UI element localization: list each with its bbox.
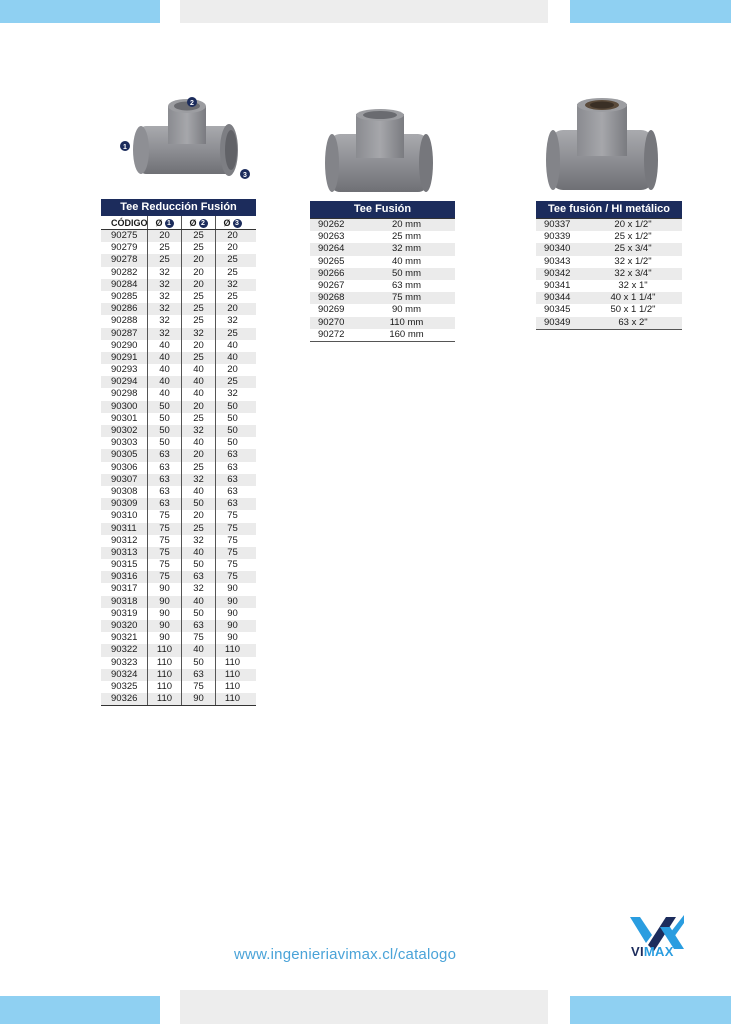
value-cell: 40: [215, 340, 249, 352]
code-cell: 90315: [111, 559, 138, 571]
value-cell: 32 mm: [391, 243, 422, 255]
value-cell: 90: [215, 620, 249, 632]
code-cell: 90301: [111, 412, 138, 424]
code-cell: 90290: [111, 339, 138, 351]
code-cell: 90341: [544, 279, 571, 291]
code-cell: 90282: [111, 266, 138, 278]
code-cell: 90275: [111, 230, 138, 241]
value-cell: 90: [215, 632, 249, 644]
value-cell: 25: [215, 328, 249, 340]
table-row: [101, 230, 256, 242]
value-cell: 40: [181, 596, 215, 608]
table-row: [101, 352, 256, 364]
table-row: [101, 401, 256, 413]
table-row: [101, 559, 256, 571]
table-title: Tee Fusión: [310, 201, 455, 218]
code-cell: 90339: [544, 231, 571, 243]
value-cell: 110: [147, 693, 181, 705]
table-row: [101, 279, 256, 291]
table-row: [101, 242, 256, 254]
value-cell: 75: [147, 535, 181, 547]
value-cell: 20: [181, 340, 215, 352]
header-diameter-2: Ø 2: [181, 216, 215, 229]
code-cell: 90278: [111, 254, 138, 266]
code-cell: 90269: [318, 304, 345, 316]
value-cell: 63: [147, 486, 181, 498]
code-cell: 90342: [544, 267, 571, 279]
value-cell: 75 mm: [391, 292, 422, 304]
value-cell: 63: [147, 449, 181, 461]
value-cell: 75: [147, 523, 181, 535]
table-row: [101, 693, 256, 705]
value-cell: 110: [215, 657, 249, 669]
code-cell: 90349: [544, 316, 571, 328]
code-cell: 90311: [111, 522, 137, 534]
bottom-right-accent-bar: [570, 996, 731, 1024]
value-cell: 20: [181, 449, 215, 461]
table-row: [310, 292, 455, 304]
value-cell: 50: [215, 401, 249, 413]
code-cell: 90268: [318, 292, 345, 304]
value-cell: 90: [215, 583, 249, 595]
table-row: [536, 317, 682, 329]
code-cell: 90265: [318, 255, 345, 267]
value-cell: 50: [181, 559, 215, 571]
value-cell: 25: [181, 242, 215, 254]
table-row: [536, 268, 682, 280]
top-right-accent-bar: [570, 0, 731, 23]
table-row: [101, 583, 256, 595]
value-cell: 63: [215, 449, 249, 461]
code-cell: 90324: [111, 668, 138, 680]
value-cell: 40: [181, 547, 215, 559]
code-cell: 90310: [111, 510, 138, 522]
code-cell: 90317: [111, 583, 138, 595]
value-cell: 40: [147, 376, 181, 388]
table-body: [536, 218, 682, 330]
value-cell: 32: [147, 291, 181, 303]
value-cell: 90: [147, 583, 181, 595]
table-row: [101, 547, 256, 559]
value-cell: 20: [181, 267, 215, 279]
value-cell: 32: [215, 388, 249, 400]
table-row: [536, 304, 682, 316]
code-cell: 90323: [111, 656, 138, 668]
table-row: [101, 462, 256, 474]
table-row: [310, 317, 455, 329]
code-cell: 90291: [111, 351, 138, 363]
value-cell: 110: [147, 669, 181, 681]
value-cell: 75: [147, 510, 181, 522]
code-cell: 90285: [111, 290, 138, 302]
tee-reduccion-image: [104, 92, 264, 202]
value-cell: 25: [147, 254, 181, 266]
value-cell: 25: [181, 413, 215, 425]
table-row: [310, 231, 455, 243]
table-header: [101, 216, 256, 230]
value-cell: 90: [147, 608, 181, 620]
value-cell: 50: [147, 437, 181, 449]
code-cell: 90263: [318, 231, 345, 243]
catalog-link[interactable]: www.ingenieriavimax.cl/catalogo: [234, 946, 457, 963]
code-cell: 90307: [111, 473, 138, 485]
table-row: [536, 292, 682, 304]
code-cell: 90300: [111, 400, 138, 412]
tee-metalico-image: [545, 98, 660, 198]
value-cell: 40 mm: [391, 255, 422, 267]
table-row: [310, 304, 455, 316]
table-title: Tee fusión / HI metálico: [536, 201, 682, 218]
code-cell: 90344: [544, 292, 571, 304]
table-row: [101, 596, 256, 608]
value-cell: 20: [215, 364, 249, 376]
value-cell: 32: [147, 267, 181, 279]
table-row: [101, 315, 256, 327]
value-cell: 75: [215, 535, 249, 547]
callout-1: [120, 141, 130, 151]
value-cell: 63: [215, 498, 249, 510]
value-cell: 25: [181, 303, 215, 315]
table-row: [101, 608, 256, 620]
table-row: [101, 620, 256, 632]
value-cell: 32: [147, 315, 181, 327]
value-cell: 32: [181, 425, 215, 437]
value-cell: 75: [181, 681, 215, 693]
value-cell: 50 mm: [391, 267, 422, 279]
value-cell: 50: [181, 608, 215, 620]
code-cell: 90325: [111, 680, 138, 692]
value-cell: 63: [181, 571, 215, 583]
code-cell: 90279: [111, 242, 138, 254]
value-cell: 40: [147, 364, 181, 376]
code-cell: 90345: [544, 304, 571, 316]
value-cell: 50 x 1 1/2": [610, 304, 656, 316]
value-cell: 25: [147, 242, 181, 254]
table-row: [101, 510, 256, 522]
value-cell: 63: [147, 462, 181, 474]
table-row: [101, 535, 256, 547]
top-left-accent-bar: [0, 0, 160, 23]
table-row: [310, 268, 455, 280]
code-cell: 90294: [111, 376, 138, 388]
value-cell: 40: [181, 486, 215, 498]
value-cell: 75: [147, 571, 181, 583]
code-cell: 90286: [111, 303, 138, 315]
value-cell: 50: [215, 437, 249, 449]
code-cell: 90264: [318, 243, 345, 255]
code-cell: 90312: [111, 534, 138, 546]
value-cell: 50: [181, 657, 215, 669]
code-cell: 90262: [318, 219, 345, 230]
value-cell: 25: [215, 376, 249, 388]
table-row: [101, 669, 256, 681]
value-cell: 40: [181, 644, 215, 656]
callout-3: [240, 169, 250, 179]
table-row: [310, 219, 455, 231]
code-cell: 90298: [111, 388, 138, 400]
value-cell: 110: [215, 693, 249, 705]
value-cell: 63: [147, 498, 181, 510]
table-row: [101, 437, 256, 449]
table-row: [101, 413, 256, 425]
value-cell: 160 mm: [389, 328, 424, 340]
value-cell: 90: [147, 596, 181, 608]
value-cell: 40: [215, 352, 249, 364]
header-diameter-1: Ø 1: [147, 216, 181, 229]
table-row: [101, 425, 256, 437]
value-cell: 25: [181, 523, 215, 535]
code-cell: 90320: [111, 620, 138, 631]
value-cell: 20: [181, 401, 215, 413]
value-cell: 20: [215, 230, 249, 242]
value-cell: 110: [215, 669, 249, 681]
value-cell: 20: [181, 254, 215, 266]
table-body: [310, 218, 455, 342]
value-cell: 25: [181, 230, 215, 242]
value-cell: 63: [215, 486, 249, 498]
value-cell: 63 x 2": [618, 316, 648, 328]
value-cell: 110: [215, 681, 249, 693]
code-cell: 90319: [111, 607, 138, 619]
value-cell: 32: [181, 474, 215, 486]
value-cell: 20: [215, 303, 249, 315]
table-row: [101, 303, 256, 315]
value-cell: 25 x 3/4": [614, 243, 652, 255]
value-cell: 110: [147, 681, 181, 693]
code-cell: 90340: [544, 243, 571, 255]
table-row: [101, 340, 256, 352]
top-center-bar: [180, 0, 548, 23]
code-cell: 90303: [111, 437, 138, 449]
code-cell: 90322: [111, 644, 138, 656]
header-diameter-3: Ø 3: [215, 216, 249, 229]
tee-fusion-table: [310, 201, 455, 342]
value-cell: 40: [181, 388, 215, 400]
value-cell: 25: [215, 254, 249, 266]
table-row: [101, 376, 256, 388]
code-cell: 90316: [111, 571, 138, 583]
table-row: [101, 644, 256, 656]
code-cell: 90305: [111, 449, 138, 461]
code-cell: 90288: [111, 315, 138, 327]
code-cell: 90306: [111, 461, 138, 473]
value-cell: 32 x 1": [618, 279, 648, 291]
value-cell: 20: [147, 230, 181, 242]
value-cell: 63: [181, 669, 215, 681]
table-row: [101, 449, 256, 461]
value-cell: 50: [147, 413, 181, 425]
value-cell: 75: [215, 571, 249, 583]
value-cell: 40: [147, 388, 181, 400]
value-cell: 40: [147, 340, 181, 352]
value-cell: 32 x 3/4": [614, 267, 652, 279]
value-cell: 90: [215, 608, 249, 620]
code-cell: 90284: [111, 278, 138, 290]
value-cell: 25: [181, 315, 215, 327]
code-cell: 90270: [318, 316, 345, 328]
table-row: [310, 256, 455, 268]
code-cell: 90266: [318, 267, 345, 279]
table-row: [101, 632, 256, 644]
code-cell: 90302: [111, 425, 138, 436]
value-cell: 90: [215, 596, 249, 608]
value-cell: 32: [147, 328, 181, 340]
value-cell: 50: [215, 425, 249, 437]
value-cell: 20: [181, 279, 215, 291]
value-cell: 75: [147, 547, 181, 559]
table-row: [101, 523, 256, 535]
value-cell: 40: [147, 352, 181, 364]
code-cell: 90287: [111, 327, 138, 339]
table-row: [536, 231, 682, 243]
code-cell: 90321: [111, 632, 138, 644]
value-cell: 90 mm: [391, 304, 422, 316]
value-cell: 32: [147, 279, 181, 291]
table-row: [101, 267, 256, 279]
code-cell: 90308: [111, 485, 138, 497]
table-row: [101, 291, 256, 303]
value-cell: 32: [181, 535, 215, 547]
tee-reduccion-table: [101, 199, 256, 706]
value-cell: 25: [215, 267, 249, 279]
tee-metalico-table: [536, 201, 682, 330]
code-cell: 90337: [544, 219, 571, 230]
value-cell: 90: [181, 693, 215, 705]
value-cell: 75: [147, 559, 181, 571]
value-cell: 40 x 1 1/4": [610, 292, 656, 304]
table-row: [101, 657, 256, 669]
table-row: [536, 256, 682, 268]
value-cell: 40: [181, 376, 215, 388]
code-cell: 90343: [544, 255, 571, 267]
table-row: [536, 280, 682, 292]
value-cell: 40: [181, 364, 215, 376]
code-cell: 90267: [318, 279, 345, 291]
value-cell: 63: [181, 620, 215, 632]
value-cell: 25: [181, 462, 215, 474]
value-cell: 40: [181, 437, 215, 449]
value-cell: 20 x 1/2": [614, 219, 652, 230]
table-row: [536, 219, 682, 231]
value-cell: 75: [215, 523, 249, 535]
value-cell: 20: [215, 242, 249, 254]
value-cell: 63: [215, 474, 249, 486]
value-cell: 50: [147, 401, 181, 413]
value-cell: 32: [147, 303, 181, 315]
value-cell: 63: [147, 474, 181, 486]
value-cell: 32: [215, 279, 249, 291]
value-cell: 75: [181, 632, 215, 644]
value-cell: 20: [181, 510, 215, 522]
value-cell: 32: [181, 328, 215, 340]
value-cell: 32 x 1/2": [614, 255, 652, 267]
value-cell: 32: [181, 583, 215, 595]
table-row: [310, 280, 455, 292]
table-row: [101, 328, 256, 340]
value-cell: 25: [181, 291, 215, 303]
code-cell: 90309: [111, 498, 138, 510]
value-cell: 20 mm: [391, 219, 422, 230]
table-row: [101, 681, 256, 693]
vimax-logo-text: VIMAX: [631, 944, 674, 959]
svg-text:2: 2: [190, 100, 194, 107]
value-cell: 75: [215, 547, 249, 559]
value-cell: 110 mm: [389, 316, 424, 328]
bottom-left-accent-bar: [0, 996, 160, 1024]
table-row: [101, 364, 256, 376]
table-body: [101, 230, 256, 706]
table-row: [101, 486, 256, 498]
table-row: [101, 571, 256, 583]
svg-text:1: 1: [123, 144, 127, 151]
value-cell: 25 x 1/2": [614, 231, 652, 243]
table-row: [310, 329, 455, 341]
value-cell: 90: [147, 632, 181, 644]
value-cell: 63: [215, 462, 249, 474]
value-cell: 90: [147, 620, 181, 632]
value-cell: 25 mm: [391, 231, 422, 243]
code-cell: 90318: [111, 595, 138, 607]
code-cell: 90326: [111, 693, 138, 705]
header-code: CÓDIGO: [111, 218, 148, 228]
table-row: [536, 243, 682, 255]
value-cell: 25: [215, 291, 249, 303]
value-cell: 75: [215, 559, 249, 571]
table-title: Tee Reducción Fusión: [101, 199, 256, 216]
table-row: [101, 498, 256, 510]
value-cell: 50: [181, 498, 215, 510]
value-cell: 75: [215, 510, 249, 522]
value-cell: 50: [147, 425, 181, 437]
value-cell: 50: [215, 413, 249, 425]
value-cell: 110: [147, 644, 181, 656]
code-cell: 90272: [318, 328, 345, 340]
callout-2: [187, 97, 197, 107]
bottom-center-bar: [180, 990, 548, 1024]
tee-fusion-image: [322, 108, 437, 198]
code-cell: 90313: [111, 546, 138, 558]
value-cell: 25: [181, 352, 215, 364]
code-cell: 90293: [111, 364, 138, 376]
table-row: [101, 388, 256, 400]
value-cell: 110: [147, 657, 181, 669]
value-cell: 110: [215, 644, 249, 656]
table-row: [101, 254, 256, 266]
table-row: [310, 243, 455, 255]
value-cell: 32: [215, 315, 249, 327]
value-cell: 63 mm: [391, 279, 422, 291]
svg-text:3: 3: [243, 172, 247, 179]
table-row: [101, 474, 256, 486]
